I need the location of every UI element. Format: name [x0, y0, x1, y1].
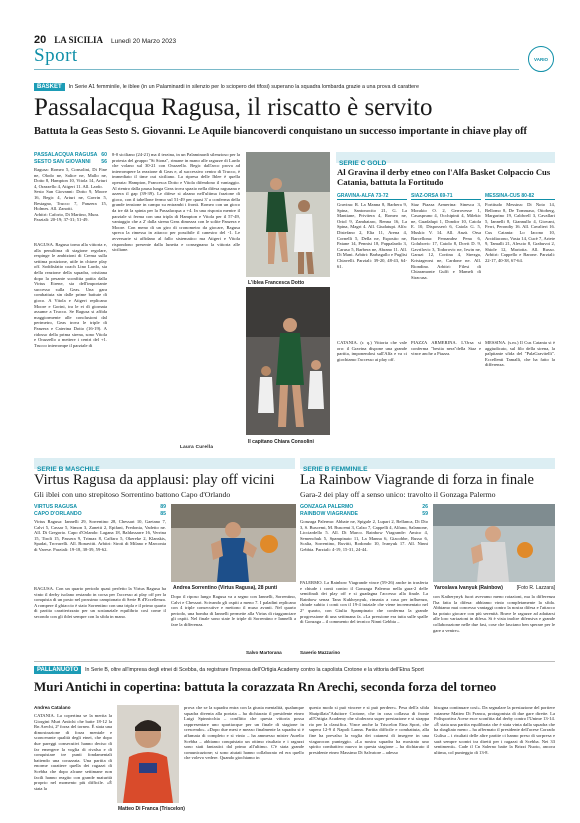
serie-b-f-header: [300, 458, 555, 473]
bf-home-points: 26: [422, 504, 428, 510]
serie-c-label: SERIE C GOLD: [339, 160, 387, 167]
serie-b-m-scorebox: [34, 504, 166, 517]
top-story-col1: [34, 242, 107, 447]
lineup-away: Sesto San Giovanni: Dotto 9, Moore 16, Begic 4, Arturi ne, Gavrin 5, Bestagno, Trucco 7, Panzera 15, Holmes. All. Zanotti.: [34, 189, 107, 212]
bm-away-points: 85: [160, 510, 166, 517]
box3-summary: MESSINA. (s.m.) Il Cus Catania si è aggiudicato, sul filo della sirena, la palpitante sfida del "PalaGravitelli". Eccellenti Tamalli, che ha fatto la differenza.: [485, 340, 555, 368]
score-row-home: [34, 152, 107, 159]
serie-b-f-scorebox: [300, 504, 428, 517]
top-story-byline: Laura Curella: [180, 444, 214, 449]
page-header: [34, 30, 554, 46]
photo-caption-ivanyuk-row: [434, 585, 555, 591]
issue-date: Lunedì 20 Marzo 2023: [111, 38, 177, 45]
box2-score: SIAZ-ORSA 69-71: [411, 193, 481, 200]
pallanuoto-tag: PALLANUOTO: [34, 666, 81, 674]
serie-c-header: [336, 152, 555, 167]
serie-c-box2: [411, 193, 481, 382]
serie-c-box1: [337, 193, 407, 382]
vario-label: VARIO: [534, 56, 548, 62]
page-number: 20: [34, 34, 47, 46]
photo-caption-ivanyuk: Yaroslava Ivanyuk (Rainbow): [434, 585, 503, 591]
referees: Arbitri: Caforio, Di Martino, Mura.: [34, 211, 100, 217]
top-story-body-col1: RAGUSA. Ragusa torna alla vittoria e, alla penultima di stagione regolare, respinge le ambizioni di Crema sulla settima posizione, utile in chiave play off. Soddisfatto coach Lino Lardo, sia della reazione della squadra, cristiana dopo la pesante sconfitta patita dalla Virtus Eirene, sia dell'importante successo sulla Geas. Una gara combattuta sin dalle prime battute di gioco. A Vitola e Atigeri replicano Moore e Gorini, tra le ei dì giornata assume a Trucco. Se Ragusa si affida maggiormente alle conclusioni dal perimetro, Geas trova le triple di Panzera e Caterina Dotto (16-19). A ridosso della prima sirena, sono Vitola e Orazzello a mettere i centri del +1. Trucco interrompe il parziale di: [34, 242, 107, 348]
photo-chiara-consolini: [246, 287, 330, 435]
photo-caption-dotto: L'iblea Francesca Dotto: [248, 280, 305, 286]
bm-row-home: [34, 504, 166, 511]
serie-b-f-byline: Saverio Mazzarino: [300, 650, 341, 655]
top-story-subtitle: Battuta la Geas Sesto S. Giovanni. Le Aquile biancoverdi conquistano un successo importante in chiave play off: [34, 126, 528, 137]
team-away: SESTO SAN GIOVANNI: [34, 158, 91, 165]
top-story-col2: [112, 152, 240, 442]
pallanuoto-byline: Andrea Catalano: [34, 705, 71, 710]
photo-caption-di-franca: Matteo Di Franca (Triscelon): [118, 806, 185, 812]
photo-yaroslava-ivanyuk: [433, 504, 555, 582]
top-story-kicker-row: [34, 82, 554, 92]
photo-francesca-dotto: [246, 152, 330, 277]
serie-b-m-subtitle: Gli iblei con uno strepitoso Sorrentino battono Capo d'Orlando: [34, 490, 231, 499]
serie-b-f-subtitle: Gara-2 dei play off a senso unico: travolto il Gonzaga Palermo: [300, 490, 496, 499]
pallanuoto-col4: bisogna continuare così». Da segnalare la prestazione del portiere catanese Matteo Di Franca, protagonista di due gare dirette. La Polisportiva Acese esce sconfitta dal derby contro l'Unime 13-14. «È stata una partita equilibrata che è stata vinta dalla squadra che ha sbagliato meno – ha affermato il presidente dell'acese Corrado Gulisa – i risultati delle altre partite ci hanno preso di sorpresa e sarà sempre scontri tra diretti per i ragazzi di Scebba. Nei 33 sentimenti». Cade il Cn Salerno batte la Brizzi Nuoto, ancora ultima, col punteggio di 13-8.: [434, 705, 555, 755]
box1-summary: CATANIA. (r. q.) Vittoria che vale oro: il Gravina dispone una grande partita, imponendosi sull'Alfa e va ci giochiamo l'accesso ai play off.: [337, 340, 407, 362]
serie-c-box3: [485, 193, 555, 382]
section-title: Sport: [34, 45, 78, 66]
top-story-title: Passalacqua Ragusa, il riscatto è servito: [34, 94, 433, 121]
box1-score: GRAVINA-ALFA 73-72: [337, 193, 407, 200]
team-home-points: 60: [101, 152, 107, 158]
bm-team-home: VIRTUS RAGUSA: [34, 504, 77, 510]
basket-tag: BASKET: [34, 83, 65, 91]
box3-score: MESSINA-CUS 80-82: [485, 193, 555, 200]
team-home: PASSALACQUA RAGUSA: [34, 152, 98, 158]
box2-lineups: Siaz Piazza Armerina: Sinesca 3, Morakio O. 2, Gerrovesse 1, Casaspruno 4, Occhipinti 4, Milekic ne, Guadalupi 1, Dondor 10, Caiola E. 10, Disposserò 6, Caiola G. 5, Muskic V. 14. All. Anzà. Orsa Barcellona: Fernandez Pena 6, Golubovic 17, Caiolo 8, Dovit D. 9, Gavrilovic 3, Todorovic ne, Irwin ne, Garuzi 12, Cortina 4, Strezga, Kristageorsi ne, Cardone ne. All. Riondino. Arbitri: Filesi di Chiaramonte Gulfi e Mameli di Siracusa.: [411, 202, 481, 280]
pallanuoto-col2: prova che se la squadra entra con la giusta mentalità, qualunque squadra diventa alla portata – ha dichiarato il presidente etneo Luigi Spinnicchia – conflitto che questa vittoria possa rappresentare uno spartiacque per un finale di stagione in crescendo». «Dopo due mesi e mezzo finalmente la squadra si è affamata di completo e si vinto – ha ammesso mister Aurelio Scebba – abbiamo conquistato un ottimo risultato e i ragazzi sono stati fantastici dal primo all'ultimo. C'è stata grande comunicazione; si sono aiutati hanno collaborato ed era quello che volevo vedere. Quando giochiamo in: [184, 705, 304, 761]
vario-badge: [528, 46, 554, 72]
newspaper-name: LA SICILIA: [54, 35, 104, 45]
serie-b-m-label: SERIE B MASCHILE: [37, 466, 100, 473]
score-row-away: [34, 159, 107, 166]
serie-b-m-boxscore: Virtus Ragusa: Iannelli 29, Sorrentino 28, Chessari 10, Gaetano 7, Calvi 5, Cassar 5, Simon 3, Zanetti 2, Epifani, Fredonia, Vadetto ne. All. Di Gregorio. Capo d'Orlando: Lagana 18, Baldassarre 16, Verrina 15, Tiroli 15, Passera 9, Trimax 8, Caffaro 5, Okereke 2, Klanskis, Spadai, Trovarelli. All. Bonavitti. Arbitri: Siroti di Milano e Marconia di Varese. Parziali: 19-18, 38-39, 59-62.: [34, 519, 166, 552]
serie-b-f-label: SERIE B FEMMINILE: [303, 466, 368, 473]
bm-row-away: [34, 511, 166, 518]
pallanuoto-title: Muri Antichi in copertina: battuta la corazzata Rn Arechi, seconda forza del torneo: [34, 679, 497, 694]
pallanuoto-col3: questo modo si può vincere e si può perdere». Pesa dell'a sfida Sbaipillata"Aduitore Crotone, che in casa collassa di fronte all'Ortigia Academy che sfoderava super prestazione e si strappa rio per la classifica. Vince anche la Triscelon Etna Sport, che supera 12-9 il Napoli Lanna. Partita difficile e combattuta, alla fine ha prevalso la voglia dei catanesi di insegere in una viagarocon punteggio. «La nostra squadra ha mostrato uno spirito combattivo nuovo in questa stagione – ha dichiarato il presidente etneo Massimo Di Salvatore – adesso: [309, 705, 429, 755]
serie-b-f-body-col2: con Katherynyk fuori avevamo meno rotazioni, ma la differenza l'ha fatta la difesa: abbiamo vinto completamente la sfida. Abbiamo mai concesso vantaggi contro la nostra difesa e l'attacco ha potuto giocare con più serenità. Brave le ragazze ad adattarsi alle loro variazioni in difesa. Si è vista inoltre difensiva e grande collaborazione nelle due fasi, cose che lasciano ben sperare per le gare a venire».: [433, 594, 555, 633]
team-away-points: 56: [101, 158, 107, 165]
pallanuoto-rule: [34, 661, 555, 662]
top-story-lineups: [34, 167, 107, 223]
bf-away-points: 59: [422, 510, 428, 517]
serie-b-f-body-col1: PALERMO. La Rainbow Viagrande vince (59-26) anche in trasferta e chiude i conti contro il Gonzaga Palermo nella gara-2 delle semifinali dei play off e si guadagna l'accesso alla finale. La Rainbow senza Tana Kukhrynyuk, rimasta a casa per influenza, chiude subito i conti con il 19-4 iniziale che viene incrementato nel 2° quarto, con Giulia Spampinato che conferma la grande progressione di una settimana fa. «La pressione era tutta sulle spalle di Gonzaga – il commento del tecnico Ninni Gebbia –: [300, 580, 428, 625]
serie-b-f-boxscore: Gonzaga Palermo: Abbate ne, Spigale 2, Lupari 2, Bellanca, Di Dio 3, S. Buscemi, M. Buscemi 3, Calzo 7, Cappelli 4, Alfano, Salamone, Licciardello 5. All. Di Marco. Rainbow Viagrande: Amico 4, Semenchuk 5, Spampinato 11, La Manna 6, Giacobbe, Russo 6, Scalia, Sorrentino, Ruvitti, Rodondo 10, Ivanyuk 17. All. Ninni Gebbia. Parziali: 4-19, 15-31, 24-44.: [300, 519, 428, 552]
serie-b-m-title: Virtus Ragusa da applausi: play off vicini: [34, 472, 275, 488]
serie-b-m-body-col2: Dopo il riposo lungo Ragusa va a segno con Iannelli, Sorrentino, Calvi e Chessari. Scivando gli ospiti a meno 7. I paladini replicano con 4 triple consecutive e mettono il muso avanti. Nel quarto periodo, una bomba di Iannelli permette alla Virtus di riagganciare gli ospiti. Nel finale sono state le triple di Sorrentino e Iannelli a fare la differenza.: [171, 594, 296, 627]
photo-matteo-di-franca: [117, 705, 179, 803]
bf-row-away: [300, 511, 428, 518]
serie-c-title: Al Gravina il derby etneo con l'Alfa Basket Colpaccio Cus Catania, battuta la Fortitudo: [337, 167, 551, 187]
top-story-scorebox: [34, 152, 107, 165]
section-rule: [34, 69, 519, 70]
photo-caption-sorrentino: Andrea Sorrentino (Virtus Ragusa), 28 punti: [173, 585, 278, 591]
bf-team-away: RAINBOW VIAGRANDE: [300, 510, 358, 517]
pallanuoto-kicker: In Serie B, oltre all'impresa degli etnei di Scebba, da registrare l'impresa dell'Ortigia Academy contro la capolista Crotone e la vittoria dell'Etna Sport: [85, 667, 424, 673]
partials: Parziali: 20-19; 37-31; 51-49.: [34, 217, 89, 223]
photo-credit-ivanyuk: [Foto R. Lazzara]: [516, 585, 555, 591]
box2-summary: PIAZZA ARMERINA. L'Orsa si conferma "bestia nera"della Siaz e vince anche a Piazza.: [411, 340, 481, 357]
photo-caption-consolini: Il capitano Chiara Consolini: [248, 439, 314, 445]
photo-andrea-sorrentino: [171, 504, 296, 582]
serie-b-m-byline: Salvo Martorana: [246, 650, 282, 655]
pallanuoto-col1: CATANIA. La copertina se la merita la Giorgini Muri Antichi che batte 18-12 la Rn Arechi, 2ª forza del torneo. È stata una dimostrazione di forza mentale e sconcerante qualità degli etnei, che dopo due pareggi consecutivi hanno deciso di far emergere la voglia di rivalsa e di conquistare tre punti fondamentali battendo una corazzata. Una partita di enorme carattere quella dei ragazzi di Scebba che dopo alcune settimane non facili hanno reagito con grande maturità proprio nel momento più difficile. «È stata la: [34, 713, 112, 791]
bm-team-away: CAPO D'ORLANDO: [34, 510, 82, 517]
lineup-home: Ragusa: Romeo 5, Consolini, Di Fine ne, Olodo ne, Salice ne, Mallo ne, Dotto 8, Hampton 10, Vitola 14, Arturi 4, Orazzello 4, Atigeri 11. All. Lardo.: [34, 167, 107, 189]
serie-b-m-body-col1: RAGUSA. Con un quarto periodo quasi perfetto la Virtus Ragusa ha vinto il derby isolano restando in corsa per l'accesso ai play off per la conquista di un posto nel prossimo campionato di Serie B d'Eccellenza. A rompere il ghiaccio è stato Sorrentino con una tripla e il primo quarto di partita caratterizzato per un sostanziale equilibrio così come il secondo con gli iblei sempre con la sfida in mano.: [34, 586, 166, 619]
bf-team-home: GONZAGA PALERMO: [300, 504, 354, 510]
box3-lineups: Fortitudo Messina: Di Noto 14, Bellomo 8, De Tommaso, Ottoberg, Margarino 19, Caldwell 3, Cavallari 5, Iannelli 8, Giannullo 4, Giovani, Ferri, Perondiy 16. All. Cavalieri 16. Cus Catania: Lo Iacono 10, Arcidiacono, Vasta 14, Cucè 7, Ariete 9, Tamalli 21, Alescio 8, Grabuvoi 2, Shiole 12, Mariotta. All. Russo. Arbitri: Cappello e Barone. Parziali: 22-17, 40-38, 67-64.: [485, 202, 555, 263]
top-story-body-col2: 8-0 siciliano (24-21) ma il terzina, in un Palaminardi silenzioso per la protesta del gruppo "Si Stona", rimane in mano alle ragazze di Lardo che volano sul 30-21 con Orazzello. Begic dall'arco prova ad interrompere la reazione di Geas e, al successivo centro di Trucco, è immediato il time out siciliano. La ripresa delle Iblee è quella operata: Hampton, Francesca Dotto e Vitola difendono il vantaggio. Al rientro dalla pausa lunga Geas trova spazio nella difesa ragusana e azzera il gap (39-39). Le difese si alzano nell'ultima frazione di gioco, con il tabellone fermo sul 51-49 per quasi 3' a conferma della grande tensione in campo su entrambi i fronti. Romeo con un gioco da tre dà la spinta per la Passalacqua a +4. In una risposta mentre il parziale si ferma con una tripla di Hampton e Vitola per il 57-49, vantaggio che a 2' dalla sirena Geas dimezza con le solite Panzera e Moore. Con meno di un giro di cronometro da giocare, Ragusa spreca la rimessa in attacco per possibile il canestro del -1. Le avversarie si affidano al fallo sistematico ma Atigeri e Vitola rispondono presente dalla lunetta e consegnano la vittoria alle siciliane.: [112, 152, 240, 253]
pallanuoto-kicker-row: [34, 665, 555, 675]
serie-b-m-header: [34, 458, 295, 473]
bm-home-points: 89: [160, 504, 166, 510]
bf-row-home: [300, 504, 428, 511]
serie-b-f-title: La Rainbow Viagrande di forza in finale: [300, 472, 534, 488]
top-story-kicker: In Serie A1 femminile, le iblee (in un Palaminardi in silenzio per lo sciopero dei tifosi) superano la squadra lombarda grazie a una prova di carattere: [68, 84, 419, 90]
box1-lineups: Gravina: R. La Manna 8, Barbera 9, Spina, Santonocito 21, G. La Mantiane, Privitera 4, Romeo ne, Oriol 9, Zambataro, Renna 16, La Spina, Magri 4. All. Giudatupi. Alfa: Distefano 2, Elia 11, Arena 4, Cornelli 5, Della ne, Esposito ne, Patane 14, Pennisi 18, Pappalardo 3, Caruso 5, Barbera ne, Abrano 11. All. Di Mani. Arbitri: Barbagallo e Puglisi Chiavelli. Parziali: 39-20, 48-43, 64-61.: [337, 202, 407, 269]
